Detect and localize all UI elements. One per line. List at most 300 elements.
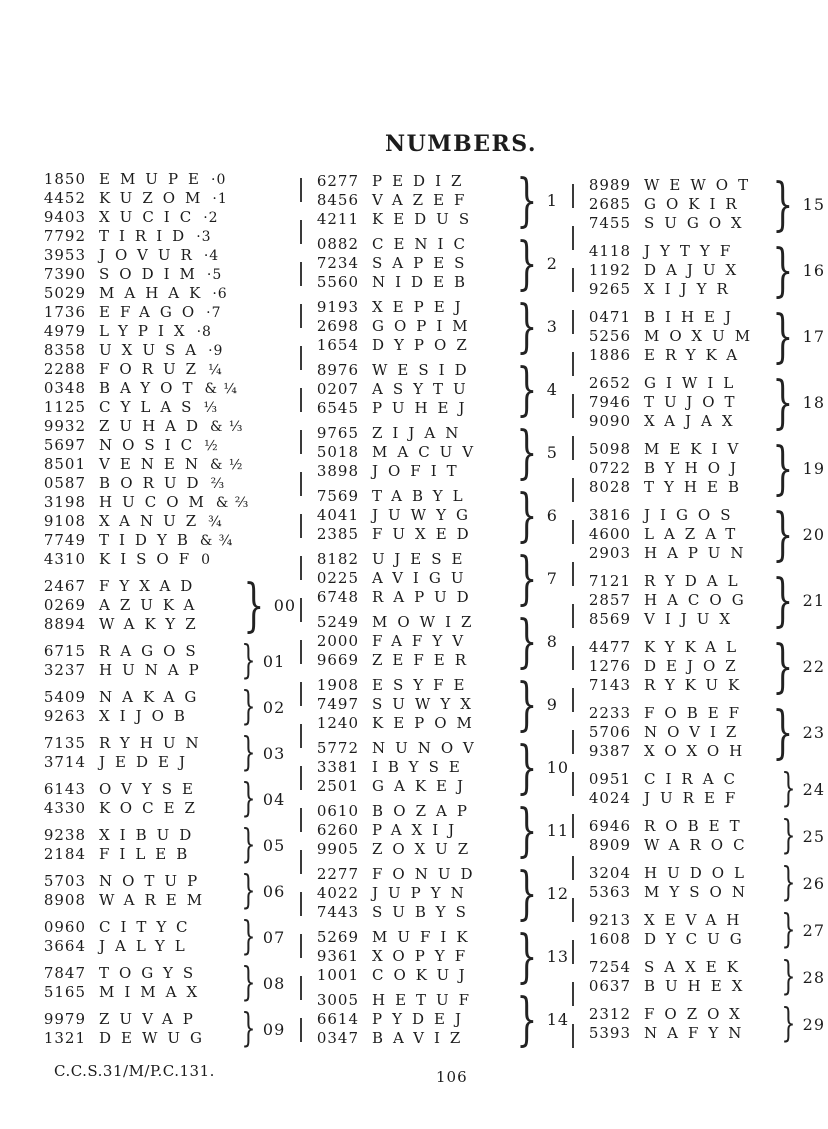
code-row [40, 531, 237, 550]
code-number: 5165 [43, 983, 86, 1001]
code-word: BOZAP [372, 802, 477, 820]
code-group-entries [585, 770, 777, 808]
code-number: 9213 [588, 911, 631, 929]
code-number: 1908 [316, 676, 359, 694]
value-label: 0 [201, 552, 212, 568]
code-group [40, 531, 300, 550]
code-word: JOFIT [372, 462, 467, 480]
code-group [585, 864, 825, 902]
code-row [313, 966, 510, 985]
code-group-entries [40, 531, 237, 550]
code-number: 0587 [43, 474, 86, 492]
code-number: 7254 [588, 958, 631, 976]
code-row [40, 208, 237, 227]
code-word: NAKAG [99, 688, 207, 706]
code-number: 3664 [43, 937, 86, 955]
code-row [585, 195, 766, 214]
code-word: NOVIZ [644, 723, 747, 741]
group-value: 6 [546, 506, 558, 525]
code-row [585, 958, 777, 977]
code-row [313, 254, 510, 273]
code-number: 4477 [588, 638, 631, 656]
code-word: RYHUN [99, 734, 209, 752]
code-number: 2903 [588, 544, 631, 562]
code-word: BIHEJ [644, 308, 741, 326]
code-word: XIJOB [99, 707, 195, 725]
code-number: 2501 [316, 777, 359, 795]
code-number: 0951 [588, 770, 631, 788]
code-word: BYHOJ [644, 459, 747, 477]
code-group-entries [585, 817, 777, 855]
code-number: 9765 [316, 424, 359, 442]
code-row [585, 280, 766, 299]
code-word: WEWOT [644, 176, 759, 194]
group-brace [781, 1005, 795, 1044]
code-word: JUREF [644, 789, 746, 807]
code-word: FORUZ [99, 360, 207, 378]
code-number: 0207 [316, 380, 359, 398]
code-row [40, 780, 237, 799]
group-brace [241, 826, 255, 865]
code-word: CITYC [99, 918, 198, 936]
code-word: WAROC [644, 836, 755, 854]
code-group-entries [313, 865, 510, 922]
code-group-entries [313, 991, 510, 1048]
code-row [585, 704, 766, 723]
code-number: 6277 [316, 172, 359, 190]
code-group-entries [40, 577, 237, 634]
code-group [313, 235, 571, 292]
code-row [40, 189, 237, 208]
code-word: KUZOM [99, 189, 211, 207]
code-group-entries [40, 1010, 237, 1048]
code-group-entries [40, 379, 237, 398]
code-row [313, 317, 510, 336]
value-label: & ¼ [204, 381, 238, 397]
code-group [585, 374, 825, 431]
code-row [40, 341, 237, 360]
group-value: 8 [546, 632, 558, 651]
code-group-entries [585, 864, 777, 902]
group-value: 19 [802, 459, 825, 478]
code-word: WESID [372, 361, 477, 379]
code-row [585, 572, 766, 591]
code-row [40, 265, 237, 284]
code-row [585, 742, 766, 761]
code-group-entries [313, 928, 510, 985]
group-value: 01 [262, 651, 286, 671]
group-value: 23 [802, 723, 825, 742]
code-row [313, 632, 510, 651]
code-row [585, 374, 766, 393]
code-row [313, 588, 510, 607]
code-row [585, 176, 766, 195]
code-group-entries [40, 964, 237, 1002]
code-word: AZUKA [99, 596, 205, 614]
code-number: 9932 [43, 417, 86, 435]
code-number: 9361 [316, 947, 359, 965]
code-word: JALYL [99, 937, 195, 955]
code-number: 9403 [43, 208, 86, 226]
code-group-entries [40, 417, 244, 436]
code-word: NAFYN [644, 1024, 752, 1042]
code-number: 7497 [316, 695, 359, 713]
group-value: 22 [802, 657, 825, 676]
code-word: MAHAK [99, 284, 211, 302]
code-word: ZUHAD [99, 417, 209, 435]
code-number: 5269 [316, 928, 359, 946]
code-number: 9108 [43, 512, 86, 530]
group-value: 13 [546, 947, 570, 966]
code-group [40, 227, 300, 246]
group-value: 00 [273, 596, 297, 615]
code-number: 3204 [588, 864, 631, 882]
code-number: 5409 [43, 688, 86, 706]
code-number: 8028 [588, 478, 631, 496]
code-number: 8358 [43, 341, 86, 359]
code-group [313, 550, 571, 607]
code-number: 7455 [588, 214, 631, 232]
code-group-entries [585, 958, 777, 996]
value-label: ¾ [208, 514, 223, 530]
code-row [40, 964, 237, 983]
code-word: ESYFE [372, 676, 475, 694]
code-number: 0471 [588, 308, 631, 326]
code-row [313, 676, 510, 695]
code-group [585, 911, 825, 949]
code-row [585, 864, 777, 883]
code-row [40, 474, 237, 493]
code-number: 7121 [588, 572, 631, 590]
code-word: BORUD [99, 474, 209, 492]
codebook-column-1 [40, 170, 300, 1048]
value-label: ⅔ [210, 476, 226, 492]
code-row [585, 723, 766, 742]
code-row [40, 550, 237, 569]
code-number: 7135 [43, 734, 86, 752]
code-group [585, 958, 825, 996]
code-group-entries [40, 455, 244, 474]
code-group [585, 1005, 825, 1043]
code-row [313, 191, 510, 210]
code-group-entries [313, 613, 510, 670]
code-word: KEDUS [372, 210, 480, 228]
code-word: MACUV [372, 443, 484, 461]
code-row [313, 928, 510, 947]
code-row [313, 361, 510, 380]
code-row [585, 930, 777, 949]
group-value: 16 [802, 261, 825, 280]
code-group-entries [585, 308, 766, 365]
group-brace [772, 638, 793, 695]
code-row [40, 615, 237, 634]
code-group-entries [40, 918, 237, 956]
code-word: NOSIC [99, 436, 203, 454]
code-number: 9265 [588, 280, 631, 298]
code-number: 1321 [43, 1029, 86, 1047]
code-group [40, 265, 300, 284]
code-word: KOCEZ [99, 799, 205, 817]
code-row [313, 273, 510, 292]
code-number: 6545 [316, 399, 359, 417]
code-word: PAXIJ [372, 821, 465, 839]
value-label: ·4 [203, 248, 220, 264]
code-number: 3953 [43, 246, 86, 264]
value-label: & ¾ [199, 533, 234, 549]
code-word: CYLAS [99, 398, 202, 416]
code-word: XANUZ [99, 512, 207, 530]
code-word: ZOXUZ [372, 840, 479, 858]
code-number: 7143 [588, 676, 631, 694]
code-word: AVIGU [372, 569, 474, 587]
group-value: 17 [802, 327, 825, 346]
code-row [313, 462, 510, 481]
code-group [313, 928, 571, 985]
group-value: 12 [546, 884, 570, 903]
code-row [585, 412, 766, 431]
code-word: MUFIK [372, 928, 478, 946]
code-row [40, 661, 237, 680]
code-number: 1240 [316, 714, 359, 732]
code-row [40, 284, 237, 303]
group-brace [241, 872, 255, 911]
code-word: NIDEB [372, 273, 476, 291]
code-row [40, 1029, 237, 1048]
code-group-entries [313, 739, 510, 796]
code-group [313, 739, 571, 796]
code-row [585, 977, 777, 996]
code-number: 7847 [43, 964, 86, 982]
code-group [585, 704, 825, 761]
group-brace [781, 911, 795, 950]
code-number: 7946 [588, 393, 631, 411]
code-word: MOXUM [644, 327, 761, 345]
code-number: 4118 [588, 242, 631, 260]
code-number: 7749 [43, 531, 86, 549]
group-value: 14 [546, 1010, 570, 1029]
code-number: 5697 [43, 436, 86, 454]
code-row [313, 991, 510, 1010]
group-brace [241, 780, 255, 819]
code-number: 9905 [316, 840, 359, 858]
code-word: PUHEJ [372, 399, 475, 417]
code-word: XOPYF [372, 947, 476, 965]
code-group-entries [40, 227, 237, 246]
group-value: 7 [546, 569, 558, 588]
code-number: 4310 [43, 550, 86, 568]
code-group [313, 676, 571, 733]
code-word: XIJYR [644, 280, 738, 298]
group-value: 26 [802, 873, 825, 893]
code-group-entries [40, 688, 237, 726]
code-row [585, 770, 777, 789]
code-group [40, 734, 300, 772]
code-word: FAFYV [372, 632, 474, 650]
code-number: 1736 [43, 303, 86, 321]
value-label: ⅓ [203, 400, 219, 416]
code-word: FUXED [372, 525, 479, 543]
code-row [313, 739, 510, 758]
code-number: 6143 [43, 780, 86, 798]
code-row [313, 1010, 510, 1029]
code-group [40, 417, 300, 436]
code-number: 5393 [588, 1024, 631, 1042]
code-word: KYKAL [644, 638, 747, 656]
code-number: 6715 [43, 642, 86, 660]
code-group [40, 284, 300, 303]
group-brace [241, 964, 255, 1003]
code-word: XAJAX [644, 412, 743, 430]
code-word: SUGOX [644, 214, 752, 232]
code-row [585, 789, 777, 808]
code-number: 2000 [316, 632, 359, 650]
group-value: 9 [546, 695, 558, 714]
code-row [585, 261, 766, 280]
code-word: XEVAH [644, 911, 750, 929]
code-row [313, 424, 510, 443]
group-brace [781, 770, 795, 809]
code-word: SODIM [99, 265, 205, 283]
group-value: 03 [262, 743, 286, 763]
code-row [313, 172, 510, 191]
code-word: ASYTU [372, 380, 476, 398]
code-word: EMUPE [99, 170, 209, 188]
code-number: 9263 [43, 707, 86, 725]
code-group-entries [40, 493, 250, 512]
code-row [40, 577, 237, 596]
code-row [313, 865, 510, 884]
code-row [40, 417, 244, 436]
code-number: 5363 [588, 883, 631, 901]
code-group-entries [313, 487, 510, 544]
group-value: 5 [546, 443, 558, 462]
code-row [40, 170, 237, 189]
code-word: ZIJAN [372, 424, 469, 442]
code-group [313, 361, 571, 418]
code-number: 8501 [43, 455, 86, 473]
code-word: TOGYS [99, 964, 204, 982]
group-value: 18 [802, 393, 825, 412]
code-number: 0347 [316, 1029, 359, 1047]
code-word: ZUVAP [99, 1010, 203, 1028]
code-group-entries [585, 704, 766, 761]
code-number: 4979 [43, 322, 86, 340]
value-label: & ⅓ [210, 419, 244, 435]
value-label: ·5 [206, 267, 223, 283]
code-group-entries [313, 361, 510, 418]
code-number: 4211 [316, 210, 359, 228]
value-label: & ⅔ [215, 495, 250, 511]
column-separator-1 [300, 178, 302, 1054]
code-word: NUNOV [372, 739, 484, 757]
group-brace [516, 424, 537, 481]
code-number: 4041 [316, 506, 359, 524]
code-word: BAVIZ [372, 1029, 471, 1047]
code-row [313, 399, 510, 418]
code-number: 5256 [588, 327, 631, 345]
code-group [40, 1010, 300, 1048]
code-number: 2184 [43, 845, 86, 863]
code-row [585, 836, 777, 855]
code-row [313, 777, 510, 796]
code-word: JUPYN [372, 884, 474, 902]
code-number: 8894 [43, 615, 86, 633]
group-brace [241, 1010, 255, 1049]
code-word: GOPIM [372, 317, 478, 335]
code-row [40, 688, 237, 707]
code-number: 0960 [43, 918, 86, 936]
code-group-entries [40, 550, 237, 569]
code-word: TIRID [99, 227, 195, 245]
code-row [40, 455, 244, 474]
code-group [40, 550, 300, 569]
code-row [40, 512, 237, 531]
code-row [585, 544, 766, 563]
code-group [585, 176, 825, 233]
code-row [585, 440, 766, 459]
group-brace [516, 613, 537, 670]
code-group [313, 487, 571, 544]
code-group-entries [40, 360, 237, 379]
code-group [40, 189, 300, 208]
code-row [40, 983, 237, 1002]
code-word: VENEN [99, 455, 208, 473]
code-word: DEWUG [99, 1029, 213, 1047]
code-word: RYKUK [644, 676, 750, 694]
code-word: KEPOM [372, 714, 482, 732]
code-group [40, 872, 300, 910]
group-value: 08 [262, 973, 286, 993]
code-group-entries [313, 676, 510, 733]
code-number: 9090 [588, 412, 631, 430]
code-group-entries [40, 872, 237, 910]
page-title: NUMBERS. [384, 131, 538, 157]
group-value: 21 [802, 591, 825, 610]
code-word: DEJOZ [644, 657, 746, 675]
code-row [313, 1029, 510, 1048]
code-row [585, 1005, 777, 1024]
code-group-entries [40, 265, 237, 284]
group-brace [772, 704, 793, 761]
code-group-entries [40, 341, 237, 360]
code-row [40, 642, 237, 661]
code-word: HUCOM [99, 493, 214, 511]
code-number: 8456 [316, 191, 359, 209]
code-group [40, 780, 300, 818]
code-group-entries [40, 826, 237, 864]
value-label: ·2 [203, 210, 219, 226]
code-number: 5249 [316, 613, 359, 631]
value-label: ·6 [212, 286, 228, 302]
group-brace [772, 374, 793, 431]
code-row [313, 235, 510, 254]
code-row [40, 322, 237, 341]
code-word: ROBET [644, 817, 750, 835]
group-brace [516, 802, 537, 859]
code-word: DYPOZ [372, 336, 477, 354]
group-brace [516, 928, 537, 985]
code-row [585, 591, 766, 610]
code-word: HAPUN [644, 544, 754, 562]
group-brace [516, 550, 537, 607]
code-group [585, 770, 825, 808]
code-word: FYXAD [99, 577, 203, 595]
group-brace [781, 958, 795, 997]
code-row [313, 525, 510, 544]
code-group-entries [585, 1005, 777, 1043]
code-number: 9238 [43, 826, 86, 844]
code-number: 9669 [316, 651, 359, 669]
